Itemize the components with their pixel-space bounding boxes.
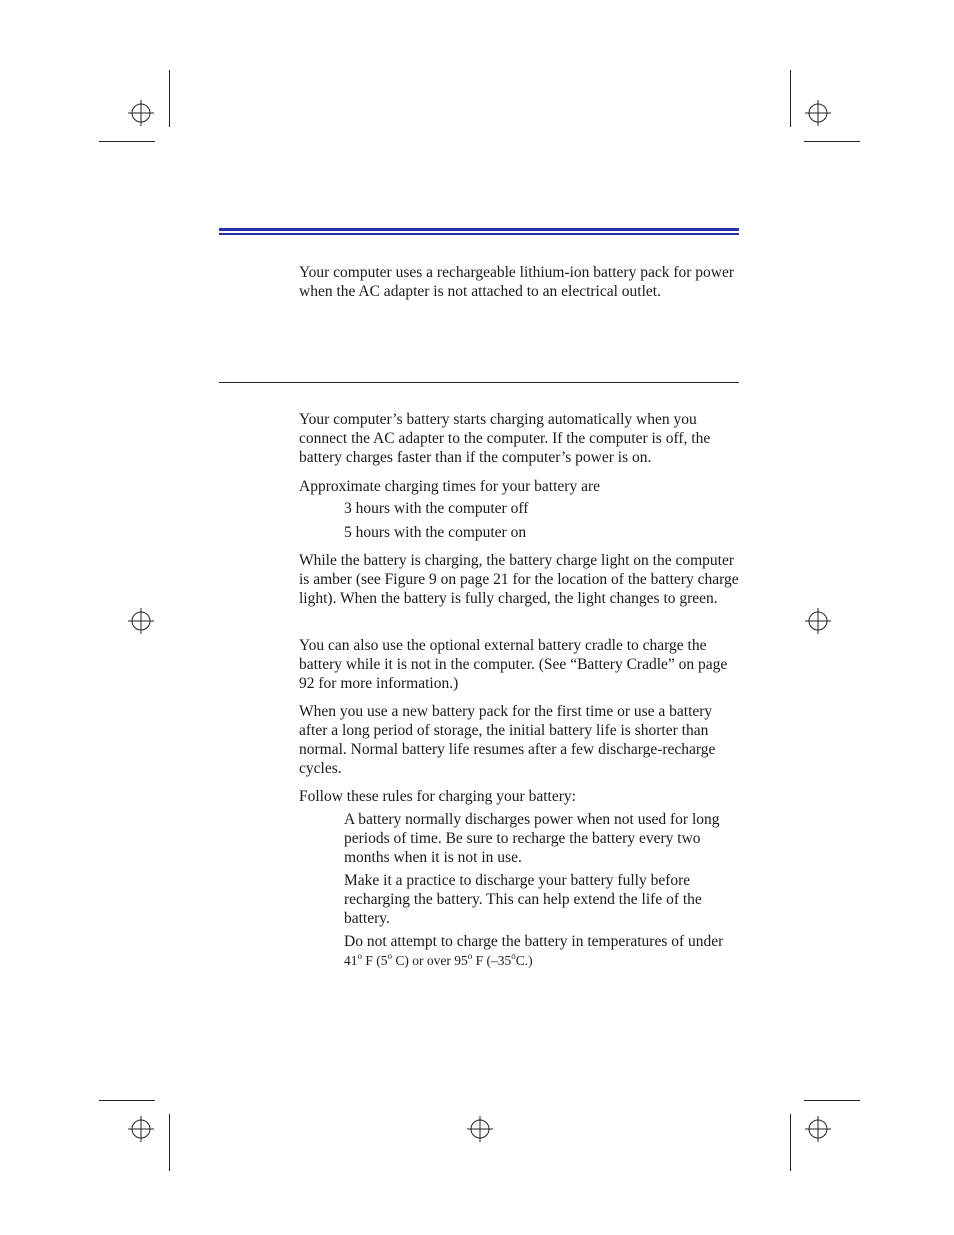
crop-mark-top-right-vertical — [790, 70, 791, 127]
temp-rule-values — [344, 950, 533, 968]
charging-times-intro: Approximate charging times for your battery are — [299, 478, 601, 495]
charging-rules-intro: Follow these rules for charging your battery: — [299, 788, 576, 805]
new-battery-paragraph: When you use a new battery pack for the first time or use a battery after a long period of storage, the initial battery life is shorter than normal. Normal battery life resumes after a few discharge-recharge cycles. — [299, 703, 716, 777]
registration-mark-bottom-left — [128, 1116, 154, 1142]
degree-symbol: o — [387, 950, 393, 961]
charge-light-paragraph: While the battery is charging, the battery charge light on the computer is amber (see Figure 9 on page 21 for the location of the battery charge light). When the battery is fully charged, the light changes to green. — [299, 552, 739, 607]
charging-time-item: 3 hours with the computer off — [344, 500, 529, 517]
degree-symbol: o — [511, 950, 516, 961]
charging-rule-item: Make it a practice to discharge your battery fully before recharging the battery. This can help extend the life of the battery. — [344, 872, 702, 927]
chapter-header-rule-thin — [219, 233, 739, 235]
crop-mark-bottom-right-vertical — [790, 1114, 791, 1171]
section-divider-rule — [219, 382, 739, 383]
charging-rule-item-temperature — [344, 932, 744, 970]
crop-mark-bottom-right-horizontal — [804, 1100, 860, 1101]
charging-rule-item: A battery normally discharges power when not used for long periods of time. Be sure to recharge the battery every two months when it is not in use. — [344, 811, 720, 866]
degree-symbol: o — [467, 950, 473, 961]
registration-mark-bottom-right — [805, 1116, 831, 1142]
registration-mark-middle-left — [128, 608, 154, 634]
registration-mark-top-right — [805, 100, 831, 126]
temp-unit-c-end: C.) — [515, 953, 533, 968]
charging-paragraph-auto: Your computer’s battery starts charging automatically when you connect the AC adapter to the computer. If the computer is off, the battery charges faster than if the computer’s power is on. — [299, 411, 711, 466]
crop-mark-bottom-left-vertical — [169, 1114, 170, 1171]
crop-mark-top-right-horizontal — [804, 141, 860, 142]
temp-unit-c-95: C) or over 95 — [392, 953, 468, 968]
chapter-header-rule-thick — [219, 228, 739, 231]
chapter-header-rule — [219, 228, 739, 235]
registration-mark-bottom-center — [467, 1116, 493, 1142]
crop-mark-top-left-vertical — [169, 70, 170, 127]
temp-rule-prefix: Do not attempt to charge the battery in temperatures of under — [344, 933, 724, 950]
registration-mark-top-left — [128, 100, 154, 126]
crop-mark-top-left-horizontal — [99, 141, 155, 142]
temp-unit-f-35: F (–35 — [472, 953, 512, 968]
intro-paragraph: Your computer uses a rechargeable lithium-ion battery pack for power when the AC adapter is not attached to an electrical outlet. — [299, 264, 735, 300]
temp-unit-f-5: F (5 — [362, 953, 388, 968]
registration-mark-middle-right — [805, 608, 831, 634]
charging-time-item: 5 hours with the computer on — [344, 524, 527, 541]
battery-cradle-paragraph: You can also use the optional external battery cradle to charge the battery while it is not in the computer. (See “Battery Cradle” on page 92 for more information.) — [299, 637, 728, 692]
temp-value-41: 41 — [344, 953, 358, 968]
degree-symbol: o — [357, 950, 362, 961]
crop-mark-bottom-left-horizontal — [99, 1100, 155, 1101]
